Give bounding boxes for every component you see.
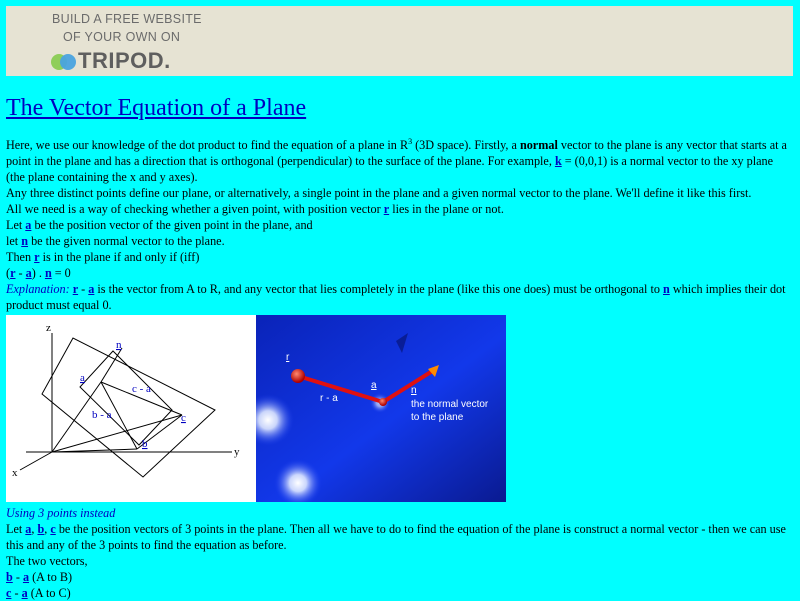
label-a: a: [80, 372, 85, 384]
normal-caption-1: the normal vector: [411, 399, 489, 410]
label-r-minus-a: r - a: [320, 393, 338, 404]
plane-equation: (r - a) . n = 0: [6, 266, 71, 280]
vector-k: k: [554, 154, 562, 168]
diagram-row: [6, 315, 791, 503]
label-r: r: [286, 352, 290, 363]
plane-diagram-right: [256, 315, 506, 502]
label-c: c: [181, 412, 186, 424]
three-points-explanation: Let a, b, c be the position vectors of 3 points in the plane. Then all we have to do to find the equation of the plane is construct a normal vector - then we can use this and any of the 3 points to find the equation as before.: [6, 522, 786, 552]
label-b: b: [142, 438, 148, 450]
label-b-minus-a: b - a: [92, 409, 112, 421]
vector-c-minus-a: c - a (A to C): [6, 586, 71, 600]
explanation-paragraph: Explanation: r - a is the vector from A to R, and any vector that lies completely in the plane (like this one does) must be orthogonal to n which implies their dot product must equal 0.: [6, 282, 786, 312]
section-heading-3-points: Using 3 points instead: [6, 506, 116, 520]
axis-x-label: x: [12, 467, 18, 479]
checking-paragraph: All we need is a way of checking whether a given point, with position vector r lies in the plane or not.: [6, 202, 504, 216]
tripod-brand: TRIPOD.: [78, 48, 171, 73]
axis-y-label: y: [234, 446, 240, 458]
explanation-label: Explanation:: [6, 282, 70, 296]
intro-paragraph: Here, we use our knowledge of the dot product to find the equation of a plane in $R^3$ (3D space). Firstly, a normal vector to the plane is any vector that starts at a point in the plane and has a direction that is orthogonal (perpendicular) to the surface of the plane. For example, k = (0,0,1) is a normal vector to the xy plane (the plane containing the x and y axes).: [6, 136, 787, 184]
article-body: [6, 137, 791, 601]
banner-line-2: OF YOUR OWN ON: [63, 30, 181, 44]
label-n-right: n: [411, 385, 417, 396]
vector-b-minus-a: b - a (A to B): [6, 570, 73, 584]
then-line: Then r is in the plane if and only if (iff): [6, 250, 200, 264]
banner-line-1: BUILD A FREE WEBSITE: [52, 12, 202, 26]
normal-caption-2: to the plane: [411, 412, 464, 423]
two-vectors-line: The two vectors,: [6, 554, 88, 568]
label-n: n: [116, 339, 122, 351]
plane-diagram-left: [6, 315, 256, 502]
let-n-line: let n be the given normal vector to the plane.: [6, 234, 225, 248]
label-c-minus-a: c - a: [132, 383, 151, 395]
page-title[interactable]: The Vector Equation of a Plane: [6, 95, 307, 121]
vector-r: r: [383, 202, 390, 216]
label-a-right: a: [371, 380, 377, 391]
normal-term: normal: [519, 138, 558, 152]
tripod-banner[interactable]: [6, 6, 793, 76]
let-a-line: Let a be the position vector of the given point in the plane, and: [6, 218, 313, 232]
three-points-paragraph: Any three distinct points define our plane, or alternatively, a single point in the plane and a given normal vector to the plane. We'll define it like this first.: [6, 186, 752, 200]
axis-z-label: z: [46, 322, 51, 334]
